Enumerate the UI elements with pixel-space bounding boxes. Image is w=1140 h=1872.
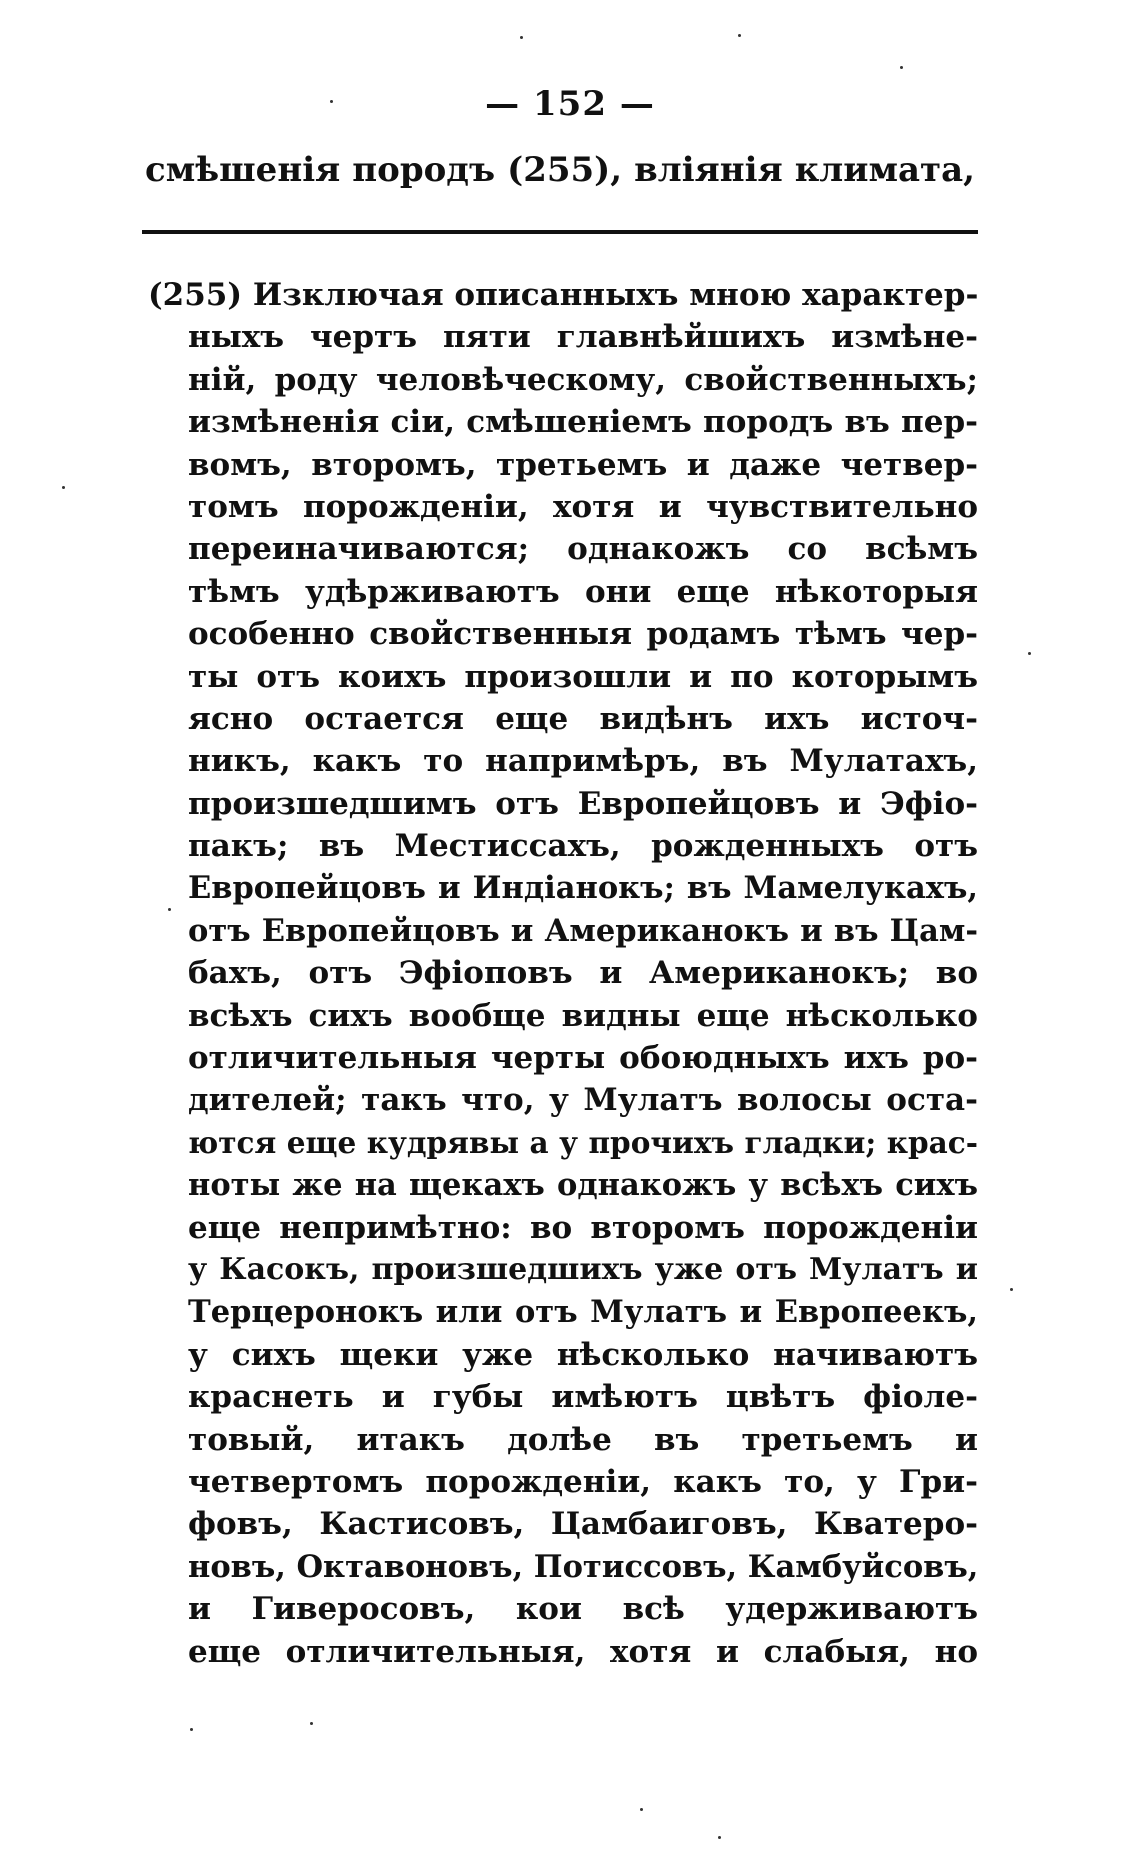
footnote-line: (255) Изключая описанныхъ мною характер- [148, 277, 979, 313]
footnote-line: ныхъ чертъ пяти главнѣйшихъ измѣне- [188, 319, 978, 356]
footnote-line: измѣненія сіи, смѣшеніемъ породъ въ пер- [188, 404, 978, 441]
footnote-line: Европейцовъ и Индіанокъ; въ Мамелукахъ, [188, 870, 978, 907]
footnote-line: четвертомъ порожденіи, какъ то, у Гри- [188, 1463, 978, 1500]
footnote-line: краснеть и губы имѣютъ цвѣтъ фіоле- [188, 1379, 978, 1416]
footnote-line: особенно свойственныя родамъ тѣмъ чер- [188, 616, 978, 653]
scan-speck [1028, 652, 1031, 655]
footnote-line: у сихъ щеки уже нѣсколько начиваютъ [188, 1336, 978, 1373]
scan-speck [330, 100, 333, 103]
scan-speck [310, 1722, 313, 1725]
footnote-line: пакъ; въ Местиссахъ, рожденныхъ отъ [188, 828, 978, 865]
footnote-line: отъ Европейцовъ и Американокъ и въ Цам- [188, 912, 978, 949]
footnote-line: у Касокъ, произшедшихъ уже отъ Мулатъ и [188, 1251, 978, 1287]
header-rule [142, 230, 978, 234]
footnote-line: Терцеронокъ или отъ Мулатъ и Европеекъ, [188, 1294, 978, 1331]
footnote-line: переиначиваются; однакожъ со всѣмъ [188, 531, 978, 568]
footnote-line: ты отъ коихъ произошли и по которымъ [188, 658, 978, 695]
footnote-line: ноты же на щекахъ однакожъ у всѣхъ сихъ [188, 1167, 978, 1204]
footnote-line: произшедшимъ отъ Европейцовъ и Эфіо- [188, 785, 978, 822]
footnote-line: тѣмъ удѣрживаютъ они еще нѣкоторыя [188, 573, 978, 610]
footnote-line: еще отличительныя, хотя и слабыя, но [188, 1633, 978, 1670]
scan-speck [520, 36, 523, 39]
footnote-line: ній, роду человѣческому, свойственныхъ; [188, 361, 978, 398]
footnote-line: всѣхъ сихъ вообще видны еще нѣсколько [188, 997, 978, 1034]
footnote-line: еще непримѣтно: во второмъ порожденіи [188, 1209, 978, 1246]
scan-speck [168, 908, 171, 911]
footnote-line: ясно остается еще видѣнъ ихъ источ- [188, 700, 978, 737]
scan-speck [900, 66, 903, 69]
footnote-line: и Гиверосовъ, кои всѣ удерживаютъ [188, 1591, 978, 1628]
footnote-line: никъ, какъ то напримѣръ, въ Мулатахъ, [188, 743, 978, 780]
footnote-line: дителей; такъ что, у Мулатъ волосы оста- [188, 1082, 978, 1119]
running-head: смѣшенія породъ (255), вліянія климата, [145, 150, 975, 190]
page-number: — 152 — [485, 84, 655, 124]
scan-speck [1010, 1288, 1013, 1291]
scan-speck [62, 486, 65, 489]
scan-speck [718, 1836, 721, 1839]
footnote-line: бахъ, отъ Эфіоповъ и Американокъ; во [188, 955, 978, 992]
scan-speck [738, 34, 741, 37]
scan-speck [190, 1728, 193, 1731]
footnote-line: новъ, Октавоновъ, Потиссовъ, Камбуйсовъ, [188, 1548, 979, 1585]
footnote-line: вомъ, второмъ, третьемъ и даже четвер- [188, 446, 978, 483]
footnote-line: отличительныя черты обоюдныхъ ихъ ро- [188, 1040, 978, 1077]
footnote-line: томъ порожденіи, хотя и чувствительно [188, 488, 978, 525]
footnote-line: ются еще кудрявы а у прочихъ гладки; крас- [188, 1124, 978, 1160]
footnote-line: фовъ, Кастисовъ, Цамбаиговъ, Кватеро- [188, 1506, 978, 1543]
scan-speck [640, 1808, 643, 1811]
footnote-line: товый, итакъ долѣе въ третьемъ и [188, 1421, 978, 1458]
footnote-255 [148, 274, 979, 1673]
